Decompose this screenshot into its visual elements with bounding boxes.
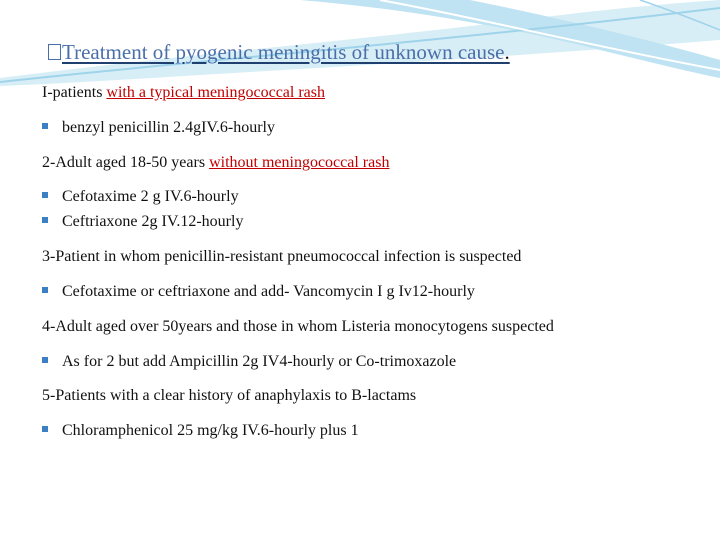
section-4-heading: 4-Adult aged over 50years and those in whom Listeria monocytogens suspected xyxy=(42,318,554,335)
section-5-heading: 5-Patients with a clear history of anaphylaxis to B-lactams xyxy=(42,387,417,404)
section-2-bullet-2: Ceftriaxone 2g IV.12-hourly xyxy=(42,213,243,231)
section-2-bullet-1: Cefotaxime 2 g IV.6-hourly xyxy=(42,188,239,206)
section-1-heading: I-patients with a typical meningococcal rash xyxy=(42,84,326,101)
section-3-bullet-1: Cefotaxime or ceftriaxone and add- Vancomycin I g Iv12-hourly xyxy=(42,283,475,301)
bullet-square-icon xyxy=(42,192,48,198)
section-4-bullet-1: As for 2 but add Ampicillin 2g IV4-hourly or Co-trimoxazole xyxy=(42,353,456,371)
section-2-highlight: without meningococcal rash xyxy=(209,154,390,171)
bullet-square-icon xyxy=(42,426,48,432)
bullet-square-icon xyxy=(42,123,48,129)
bullet-square-icon xyxy=(42,217,48,223)
section-1-highlight: with a typical meningococcal rash xyxy=(106,84,326,101)
bullet-square-icon xyxy=(42,287,48,293)
slide-title-period: . xyxy=(504,40,510,64)
section-2-heading: 2-Adult aged 18-50 years without meningococcal rash xyxy=(42,154,390,171)
section-1-bullet-1: benzyl penicillin 2.4gIV.6-hourly xyxy=(42,119,275,137)
section-3-heading: 3-Patient in whom penicillin-resistant pneumococcal infection is suspected xyxy=(42,248,522,265)
missing-glyph-box xyxy=(48,44,61,60)
slide-title xyxy=(48,40,510,65)
bullet-square-icon xyxy=(42,357,48,363)
section-5-bullet-1: Chloramphenicol 25 mg/kg IV.6-hourly plus 1 xyxy=(42,422,359,440)
slide-title-text: Treatment of pyogenic meningitis of unknown cause xyxy=(62,40,505,64)
